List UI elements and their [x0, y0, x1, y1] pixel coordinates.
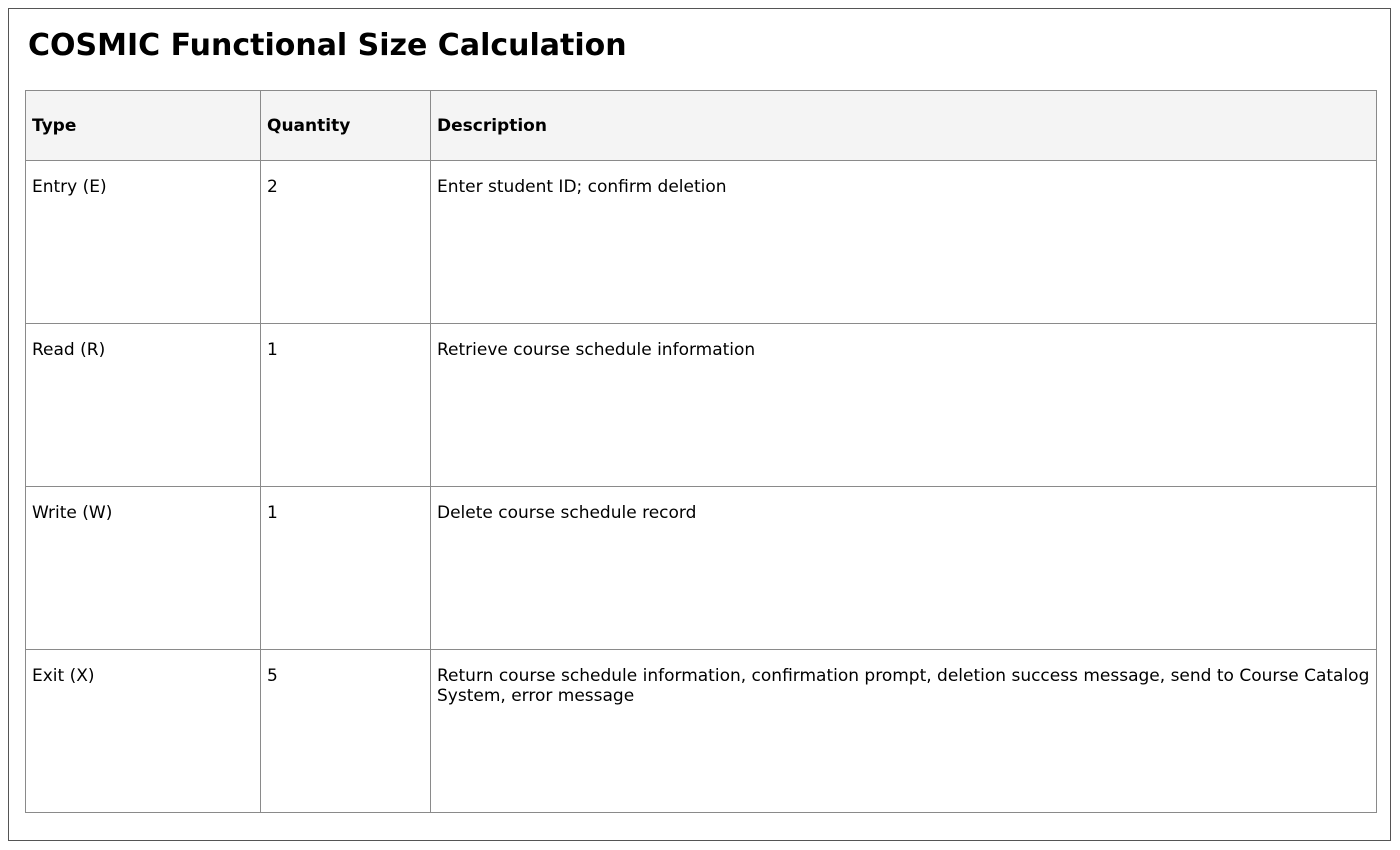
- table-row: [26, 650, 1377, 813]
- cell-description: Delete course schedule record: [431, 487, 1377, 650]
- cell-type: Write (W): [26, 487, 261, 650]
- table-row: [26, 161, 1377, 324]
- header-description: Description: [431, 91, 1377, 161]
- header-quantity: Quantity: [261, 91, 431, 161]
- table-row: [26, 487, 1377, 650]
- cell-description: Retrieve course schedule information: [431, 324, 1377, 487]
- cell-type: Read (R): [26, 324, 261, 487]
- header-type: Type: [26, 91, 261, 161]
- cell-type: Exit (X): [26, 650, 261, 813]
- cell-description: Enter student ID; confirm deletion: [431, 161, 1377, 324]
- page-title: COSMIC Functional Size Calculation: [28, 28, 627, 63]
- cell-quantity: 1: [261, 324, 431, 487]
- cell-quantity: 5: [261, 650, 431, 813]
- table-row: [26, 324, 1377, 487]
- cell-quantity: 2: [261, 161, 431, 324]
- table-header-row: [26, 91, 1377, 161]
- cosmic-size-table: [25, 90, 1377, 813]
- cell-description: Return course schedule information, confirmation prompt, deletion success message, send to Course Catalog System, error message: [431, 650, 1377, 813]
- cell-quantity: 1: [261, 487, 431, 650]
- cell-type: Entry (E): [26, 161, 261, 324]
